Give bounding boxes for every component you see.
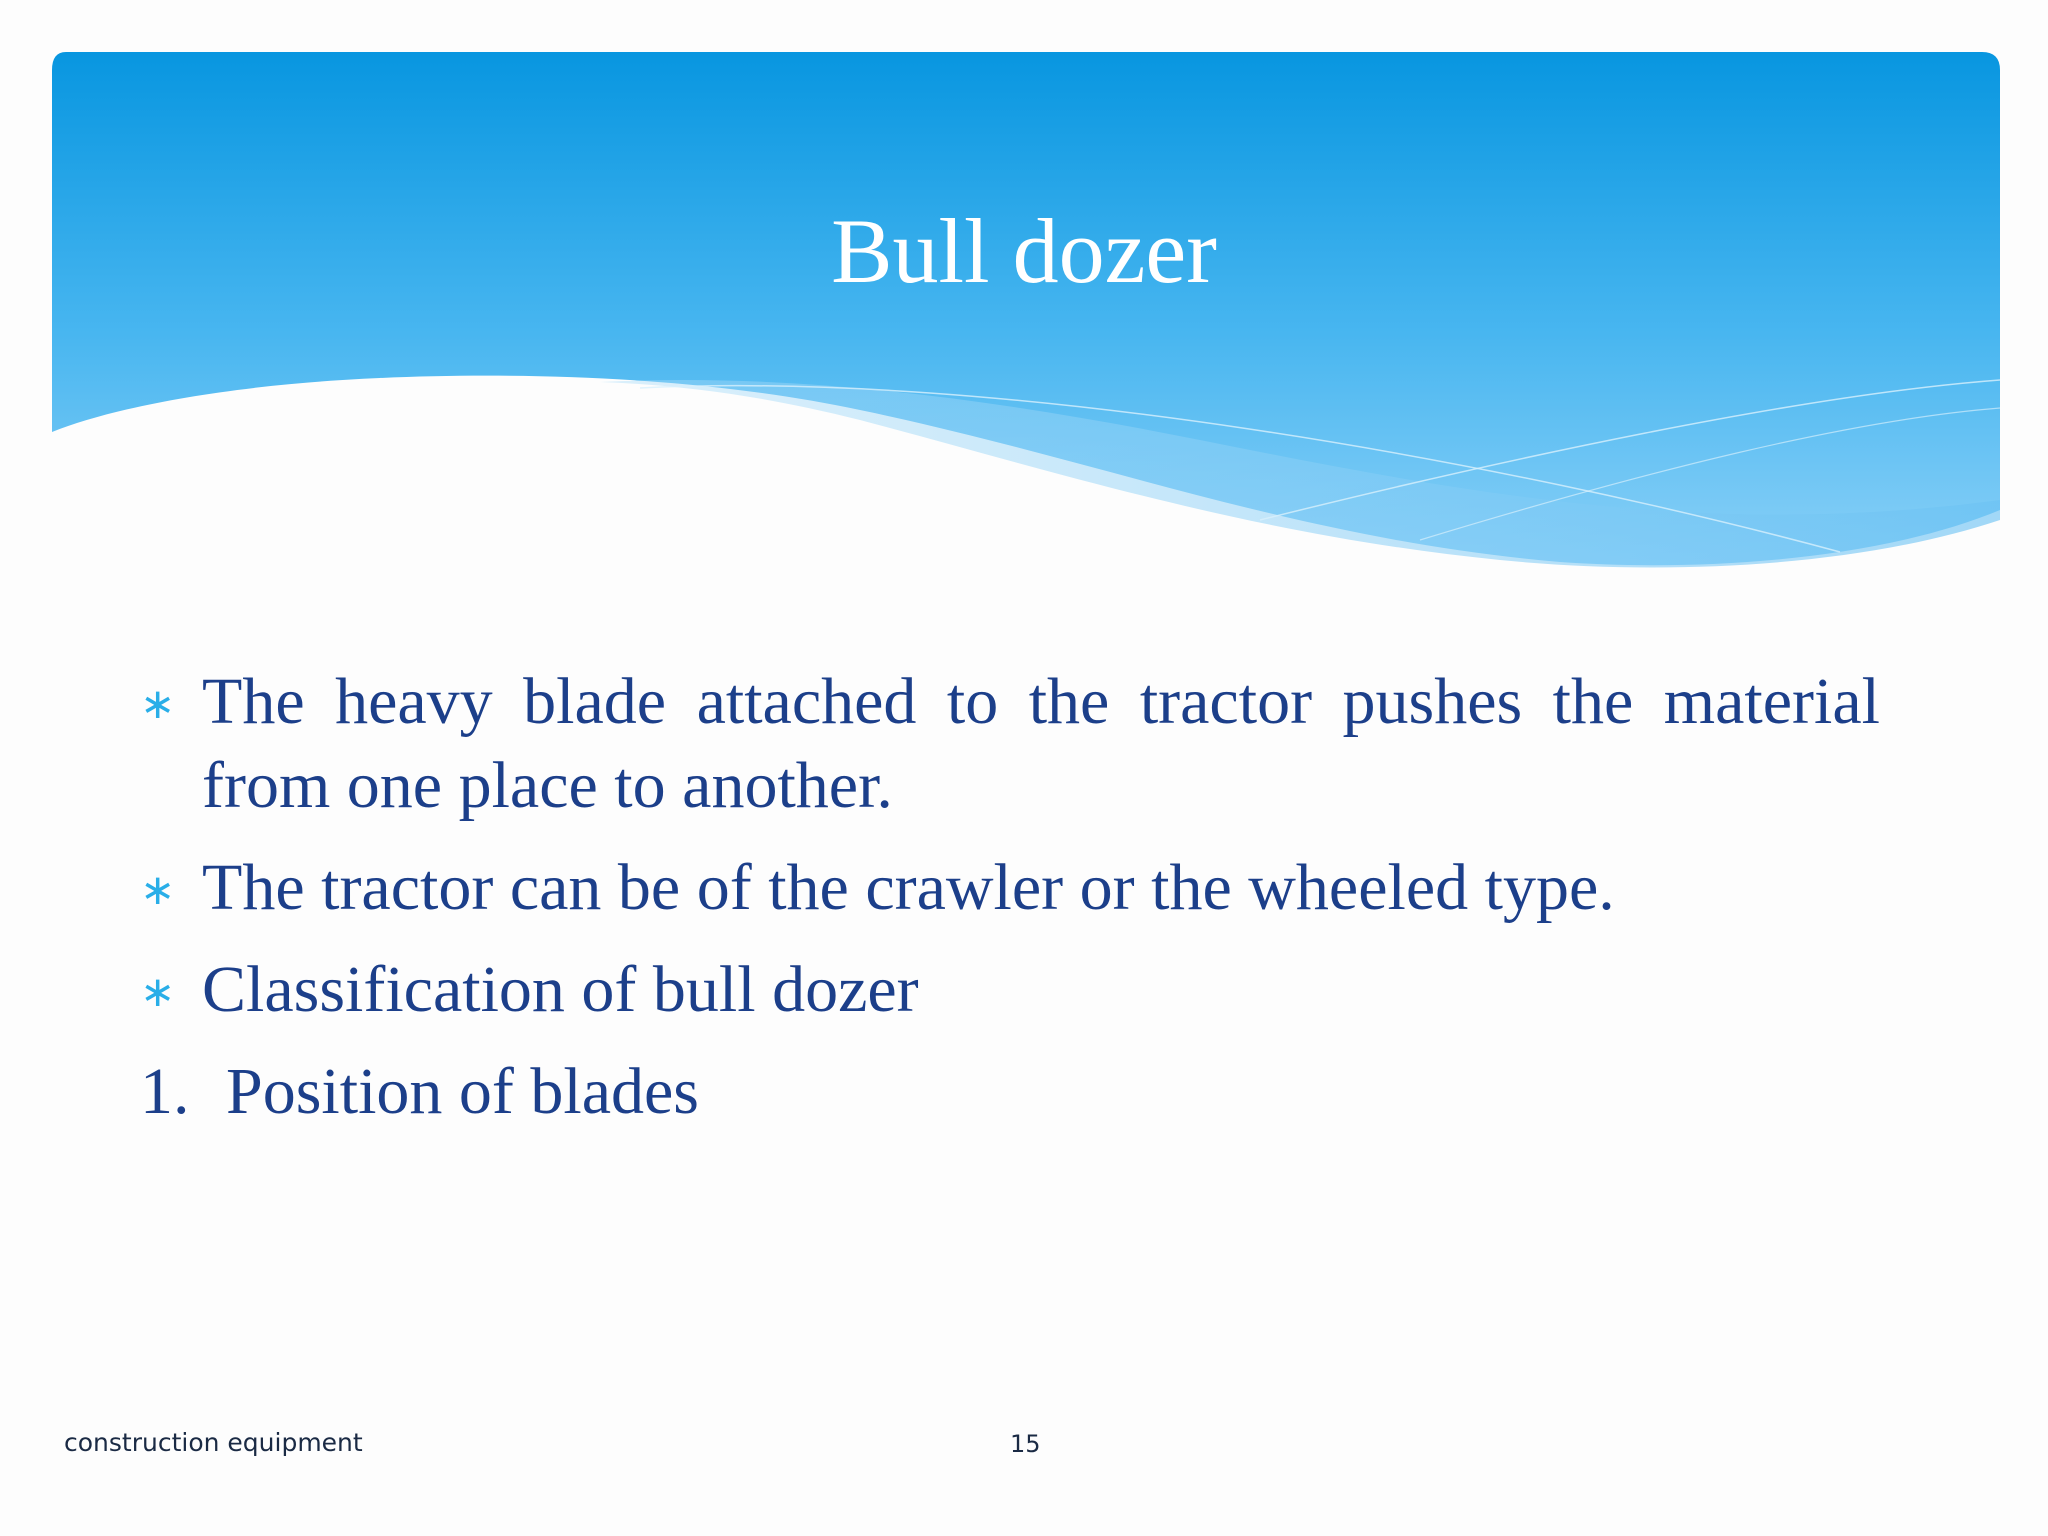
- slide-title: Bull dozer: [831, 200, 1217, 302]
- numbered-text: Position of blades: [226, 1055, 699, 1128]
- bullet-item: [140, 846, 1880, 930]
- bullet-item: [140, 948, 1880, 1032]
- footer-text: construction equipment: [64, 1428, 363, 1457]
- asterisk-bullet-icon: ∗: [140, 679, 176, 728]
- list-number: 1.: [140, 1055, 190, 1128]
- bullet-text: Classification of bull dozer: [202, 953, 919, 1026]
- slide-content: [140, 660, 1880, 1134]
- bullet-text: The tractor can be of the crawler or the wheeled type.: [202, 851, 1615, 924]
- bullet-item: [140, 660, 1880, 828]
- numbered-item: [140, 1050, 1880, 1134]
- bullet-text: The heavy blade attached to the tractor pushes the material from one place to another.: [202, 665, 1880, 822]
- header-band: [52, 52, 2000, 565]
- page-number: 15: [1010, 1430, 1041, 1458]
- asterisk-bullet-icon: ∗: [140, 967, 176, 1016]
- asterisk-bullet-icon: ∗: [140, 865, 176, 914]
